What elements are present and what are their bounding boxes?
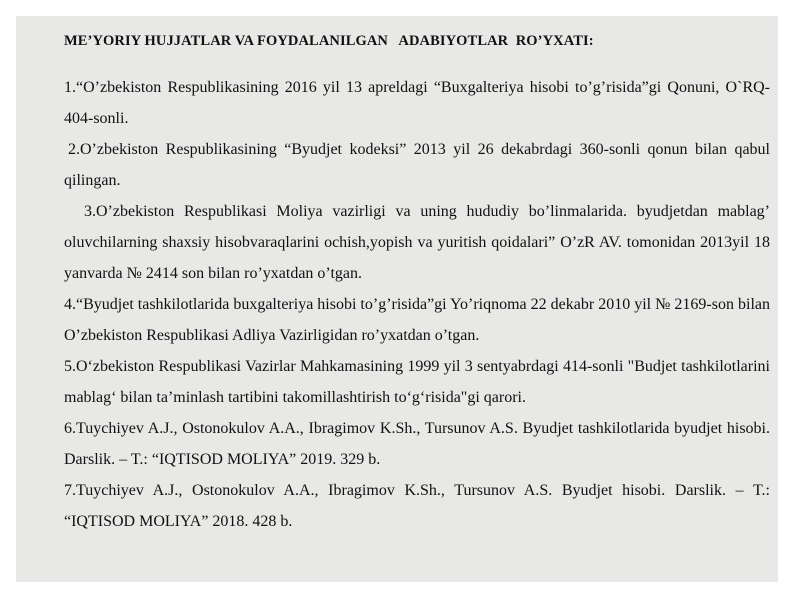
reference-item-5: 5.O‘zbekiston Respublikasi Vazirlar Mahkamasining 1999 yil 3 sentyabrdagi 414-sonli "Budjet tashkilotlarini mablag‘ bilan ta’minlash tartibini takomillashtirish to‘g‘risida"gi qarori.: [64, 358, 770, 406]
reference-item-2: 2.O’zbekiston Respublikasining “Byudjet kodeksi” 2013 yil 26 dekabrdagi 360-sonli qonun bilan qabul qilingan.: [64, 141, 770, 189]
reference-item-7: 7.Tuychiyev A.J., Ostonokulov A.A., Ibragimov K.Sh., Tursunov A.S. Byudjet hisobi. Darslik. – T.: “IQTISOD MOLIYA” 2018. 428 b.: [64, 482, 770, 530]
page-title: ME’YORIY HUJJATLAR VA FOYDALANILGAN ADABIYOTLAR RO’YXATI:: [64, 33, 594, 49]
document-body: [64, 33, 770, 537]
reference-item-4: 4.“Byudjet tashkilotlarida buxgalteriya hisobi to’g’risida”gi Yo’riqnoma 22 dekabr 2010 yil № 2169-son bilan O’zbekiston Respublikasi Adliya Vazirligidan ro’yxatdan o’tgan.: [64, 296, 770, 344]
slide-background: [16, 16, 778, 582]
reference-item-6: 6.Tuychiyev A.J., Ostonokulov A.A., Ibragimov K.Sh., Tursunov A.S. Byudjet tashkilotlarida byudjet hisobi. Darslik. – T.: “IQTISOD MOLIYA” 2019. 329 b.: [64, 420, 770, 468]
reference-item-3: 3.O’zbekiston Respublikasi Moliya vazirligi va uning hududiy bo’linmalarida. byudjetdan mablag’ oluvchilarning shaxsiy hisobvaraqlarini ochish,yopish va yuritish qoidalari” O’zR AV. tomonidan 2013yil 18 yanvarda № 2414 son bilan ro’yxatdan o’tgan.: [64, 203, 770, 282]
reference-item-1: 1.“O’zbekiston Respublikasining 2016 yil 13 apreldagi “Buxgalteriya hisobi to’g’risida”gi Qonuni, O`RQ-404-sonli.: [64, 79, 770, 127]
